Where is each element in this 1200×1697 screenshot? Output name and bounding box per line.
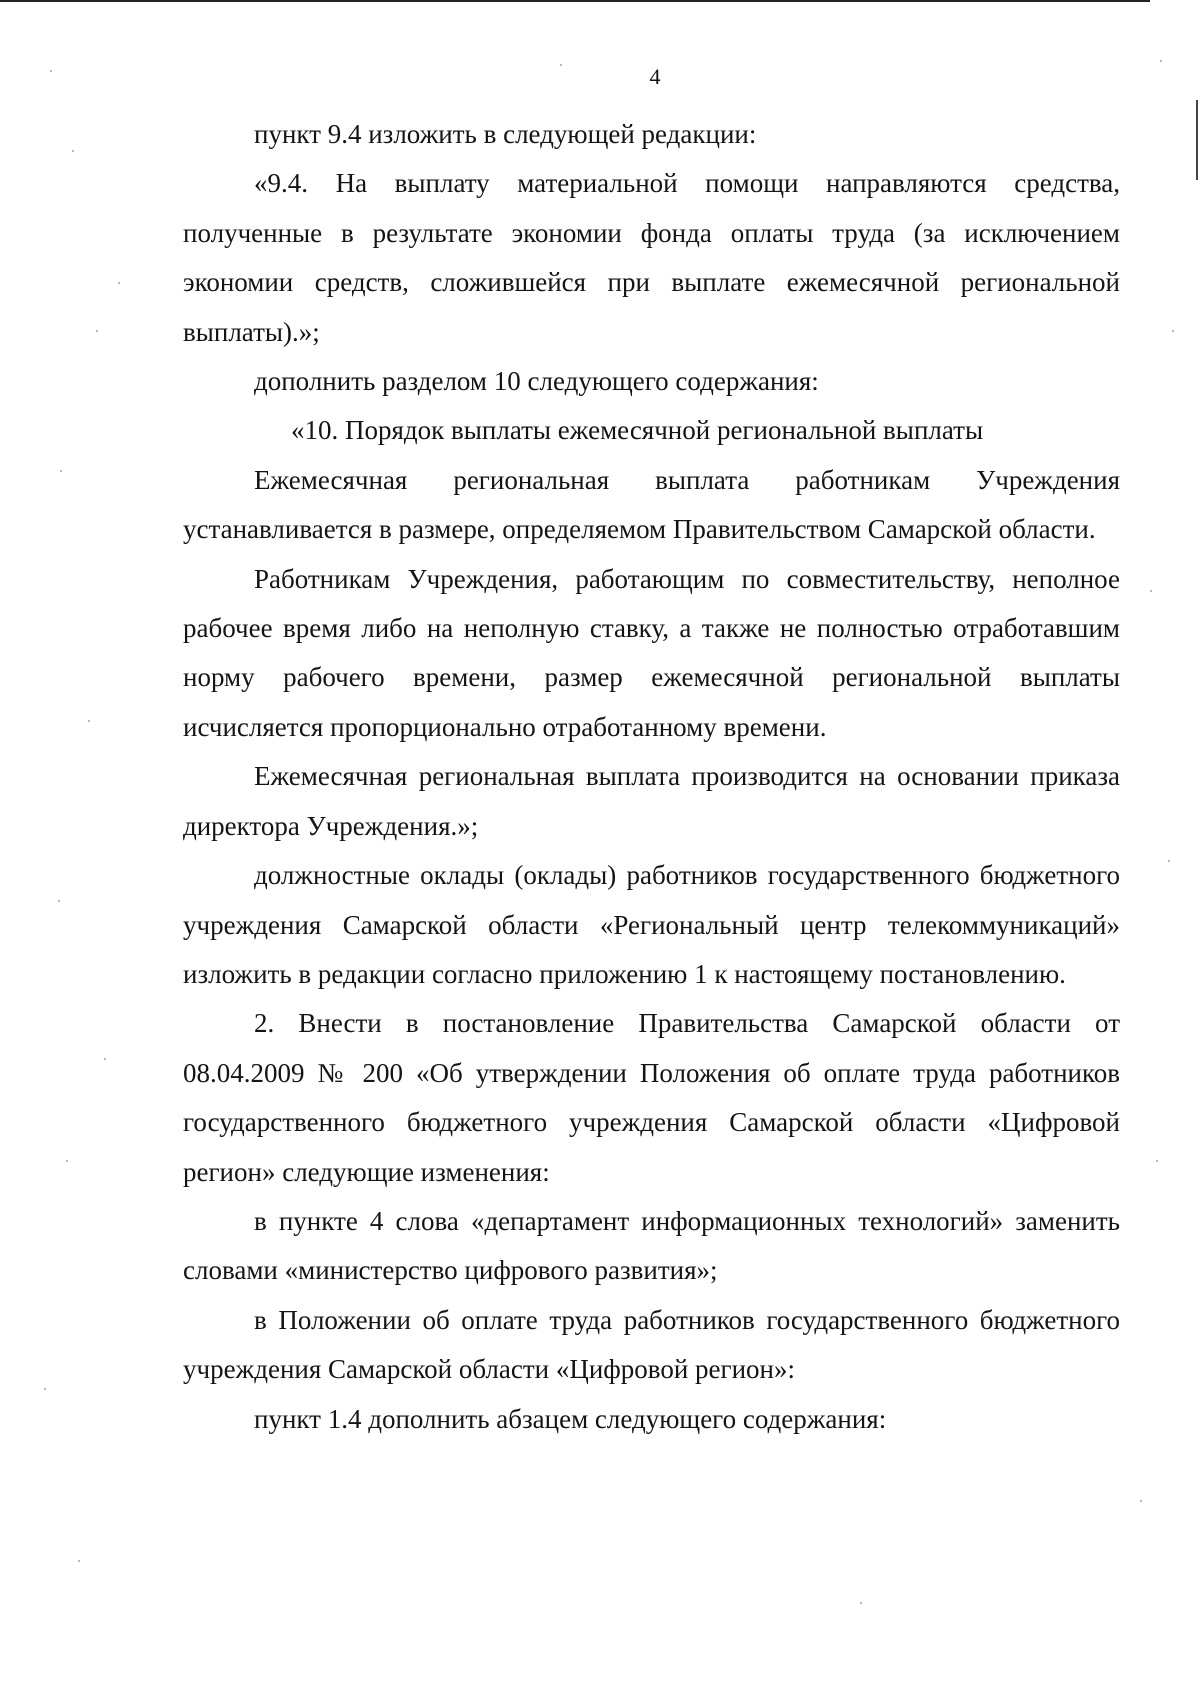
paragraph-12: пункт 1.4 дополнить абзацем следующего содержания:: [254, 1403, 887, 1434]
scan-speck: [96, 330, 98, 332]
top-border-line: [0, 0, 1150, 2]
paragraph-5: Ежемесячная региональная выплата работникам Учреждения устанавливается в размере, определяемом Правительством Самарской области.: [183, 464, 1120, 545]
scan-speck: [560, 64, 562, 66]
section-10-heading: «10. Порядок выплаты ежемесячной региональной выплаты: [291, 415, 984, 446]
scan-speck: [44, 1388, 46, 1390]
scan-speck: [58, 900, 60, 902]
scan-speck: [104, 1058, 106, 1060]
scan-speck: [66, 1160, 68, 1162]
page-number: 4: [649, 64, 661, 89]
paragraph-11: в Положении об оплате труда работников государственного бюджетного учреждения Самарской области «Цифровой регион»:: [183, 1304, 1120, 1385]
scan-speck: [1150, 590, 1152, 592]
scan-speck: [50, 70, 52, 72]
scan-speck: [860, 1602, 862, 1604]
scan-edge-mark: [1196, 100, 1198, 180]
paragraph-7: Ежемесячная региональная выплата производится на основании приказа директора Учреждения.»;: [183, 761, 1120, 841]
scan-speck: [1156, 1160, 1158, 1162]
paragraph-8: должностные оклады (оклады) работников государственного бюджетного учреждения Самарской области «Региональный центр телекоммуникаций» изложить в редакции согласно приложению 1 к настоящему постановлению.: [183, 860, 1120, 989]
document-body: [183, 110, 1120, 1444]
scan-speck: [118, 282, 120, 284]
scan-speck: [1140, 1500, 1142, 1502]
scan-speck: [78, 1560, 80, 1562]
scan-speck: [1172, 330, 1174, 332]
paragraph-9: 2. Внести в постановление Правительства Самарской области от 08.04.2009 № 200 «Об утверждении Положения об оплате труда работников государственного бюджетного учреждения Самарской области «Цифровой регион» следующие изменения:: [183, 1008, 1120, 1187]
paragraph-3: дополнить разделом 10 следующего содержания:: [254, 366, 819, 397]
paragraph-10: в пункте 4 слова «департамент информационных технологий» заменить словами «министерство цифрового развития»;: [183, 1205, 1120, 1286]
scan-speck: [1160, 60, 1162, 62]
scan-speck: [1168, 860, 1170, 862]
paragraph-2: «9.4. На выплату материальной помощи направляются средства, полученные в результате экономии фонда оплаты труда (за исключением экономии средств, сложившейся при выплате ежемесячной региональной выплаты).»;: [183, 168, 1120, 347]
paragraph-1: пункт 9.4 изложить в следующей редакции:: [254, 119, 757, 149]
scan-speck: [72, 150, 74, 152]
scan-speck: [60, 470, 62, 472]
paragraph-6: Работникам Учреждения, работающим по совместительству, неполное рабочее время либо на неполную ставку, а также не полностью отработавшим норму рабочего времени, размер ежемесячной региональной выплаты исчисляется пропорционально отработанному времени.: [183, 563, 1120, 742]
scan-speck: [88, 720, 90, 722]
